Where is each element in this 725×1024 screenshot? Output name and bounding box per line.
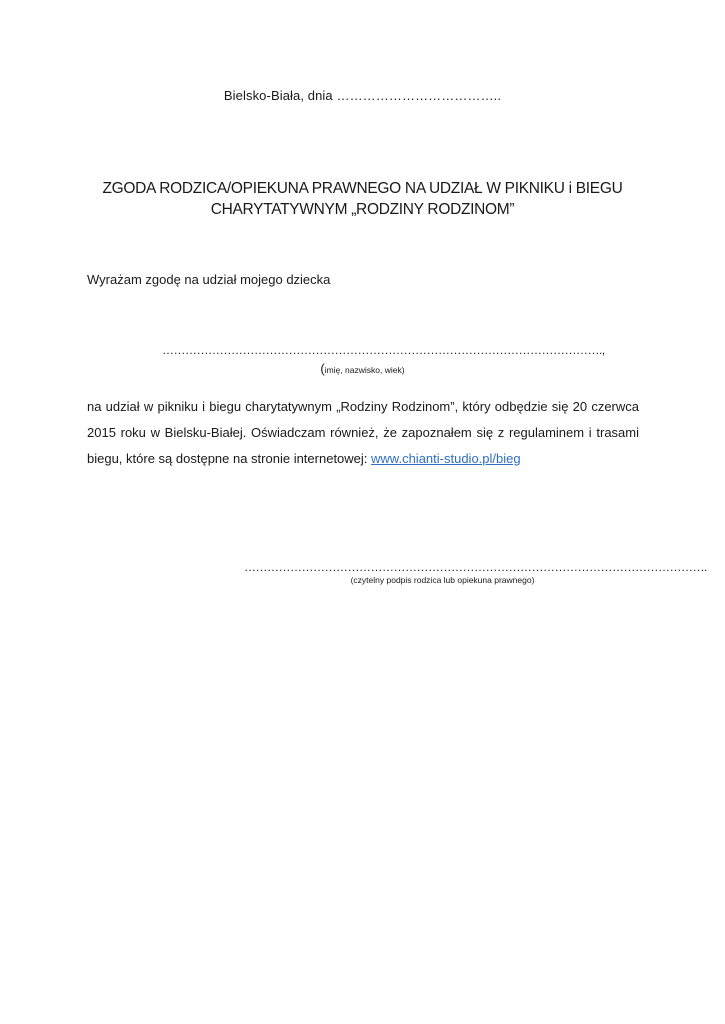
body-text: na udział w pikniku i biegu charytatywnym „Rodziny Rodzinom”, który odbędzie się 20 czerwca 2015 roku w Bielsku-Białej. Oświadczam również, że zapoznałem się z regulaminem i trasami biegu, które są dostępne na stronie internetowej:: [87, 399, 639, 466]
signature-caption: (czytelny podpis rodzica lub opiekuna prawnego): [350, 575, 535, 585]
consent-intro: Wyrażam zgodę na udział mojego dziecka: [87, 272, 331, 287]
place-date-line: Bielsko-Biała, dnia ………………………………..: [223, 88, 502, 103]
child-name-dotted-line: …………………………………………………………………………………………………….,: [162, 343, 605, 357]
consent-body: [87, 394, 639, 472]
signature-dotted-line: ………………………………………………………………………………………………………….: [244, 560, 707, 574]
website-link[interactable]: www.chianti-studio.pl/bieg: [371, 451, 521, 466]
child-name-caption: [0, 360, 725, 378]
title-line-2: CHARYTATYWNYM „RODZINY RODZINOM”: [210, 201, 515, 218]
caption-paren: (: [320, 361, 325, 376]
caption-text: imię, nazwisko, wiek): [324, 365, 405, 375]
title-line-1: ZGODA RODZICA/OPIEKUNA PRAWNEGO NA UDZIAŁ W PIKNIKU i BIEGU: [102, 180, 623, 197]
document-title: [60, 178, 665, 220]
